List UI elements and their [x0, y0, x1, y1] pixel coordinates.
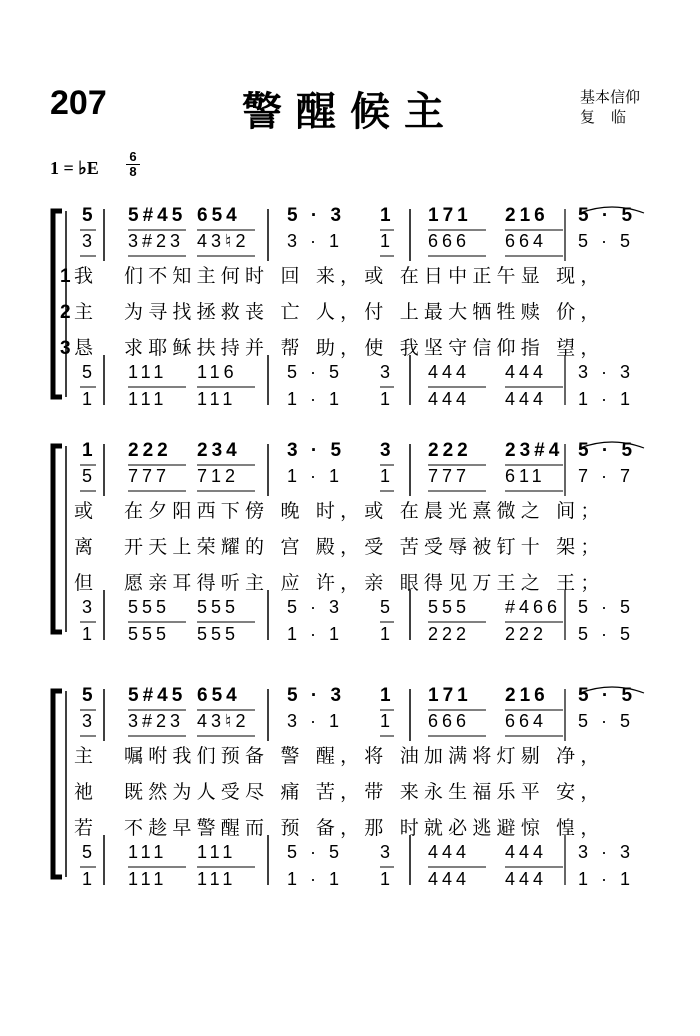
upper-inner-notes: 5 — [82, 466, 97, 486]
verse-number: 1 — [60, 266, 71, 287]
lyric-pickup: 我 — [74, 265, 99, 287]
upper-inner-notes: 3 — [82, 231, 97, 251]
lower-inner-notes: 1 · 1 — [578, 389, 635, 409]
lower-notes: 111 — [197, 842, 237, 862]
upper-inner-notes: 43♮2 — [197, 711, 250, 731]
lower-inner-notes: 1 · 1 — [578, 869, 635, 889]
meter-top: 6 — [129, 149, 137, 164]
lyric-line — [60, 261, 605, 288]
lyric-line — [60, 568, 605, 595]
lyric-text: 们不知主何时 回 来，或 在日中正午显 现， — [124, 265, 605, 287]
upper-notes: 5#45 — [128, 205, 187, 226]
upper-inner-notes: 5 · 5 — [578, 231, 635, 251]
lower-notes: 5 · 5 — [287, 842, 344, 862]
lower-inner-notes: 222 — [505, 624, 548, 644]
upper-inner-notes: 3 — [82, 711, 97, 731]
lyric-line — [60, 297, 605, 324]
time-signature — [126, 150, 140, 179]
upper-inner-notes: 777 — [128, 466, 171, 486]
upper-inner-notes: 7 · 7 — [578, 466, 635, 486]
lower-notes: 111 — [128, 362, 168, 382]
lower-inner-notes: 1 — [380, 624, 395, 644]
upper-inner-notes: 1 — [380, 711, 395, 731]
lower-notes: 5 · 5 — [287, 362, 344, 382]
upper-notes: 23#4 — [505, 440, 564, 461]
upper-inner-notes: 666 — [428, 711, 471, 731]
lyric-pickup: 离 — [74, 536, 99, 558]
lower-notes: 5 — [82, 842, 97, 862]
upper-notes: 654 — [197, 685, 241, 706]
lower-inner-notes: 111 — [128, 389, 168, 409]
upper-inner-notes: 664 — [505, 711, 548, 731]
meter-bottom: 8 — [126, 164, 140, 179]
lower-inner-notes: 1 — [82, 624, 97, 644]
lower-notes: 111 — [128, 842, 168, 862]
lower-notes: 444 — [505, 362, 548, 382]
system-3 — [0, 685, 700, 889]
lower-inner-notes: 444 — [505, 389, 548, 409]
lyric-pickup: 但 — [74, 572, 99, 594]
hymn-number: 207 — [50, 84, 107, 122]
upper-notes: 654 — [197, 205, 241, 226]
lower-inner-notes: 111 — [197, 869, 237, 889]
upper-notes: 5 · 3 — [287, 685, 346, 706]
lyric-text: 嘱咐我们预备 警 醒，将 油加满将灯剔 净， — [124, 745, 605, 767]
lyric-line — [60, 741, 605, 768]
upper-inner-notes: 1 — [380, 231, 395, 251]
lower-notes: 5 — [380, 597, 395, 617]
lyric-line — [60, 777, 605, 804]
lyric-line — [60, 813, 605, 840]
system-1 — [0, 205, 700, 409]
lower-notes: 3 — [380, 842, 395, 862]
lower-inner-notes: 1 · 1 — [287, 624, 344, 644]
upper-notes: 3 — [380, 440, 395, 461]
upper-inner-notes: 43♮2 — [197, 231, 250, 251]
lower-notes: 555 — [428, 597, 471, 617]
lower-notes: 555 — [197, 597, 240, 617]
lower-inner-notes: 111 — [128, 869, 168, 889]
lyric-pickup: 主 — [74, 301, 99, 323]
lower-notes: 3 — [380, 362, 395, 382]
upper-inner-notes: 3#23 — [128, 231, 185, 251]
upper-notes: 234 — [197, 440, 241, 461]
verse-number: 3 — [60, 338, 71, 359]
hymn-author: 复临 — [580, 108, 643, 126]
lyric-pickup: 恳 — [74, 337, 99, 359]
system-2 — [0, 440, 700, 644]
upper-notes: 5 · 5 — [578, 685, 637, 706]
lower-notes: #466 — [505, 597, 562, 617]
lower-inner-notes: 444 — [505, 869, 548, 889]
lower-notes: 3 · 3 — [578, 362, 635, 382]
upper-notes: 5 — [82, 205, 97, 226]
upper-inner-notes: 666 — [428, 231, 471, 251]
lyric-text: 愿亲耳得听主 应 许，亲 眼得见万王之 王； — [124, 572, 605, 594]
upper-notes: 171 — [428, 685, 472, 706]
lower-inner-notes: 1 — [380, 389, 395, 409]
lower-notes: 5 — [82, 362, 97, 382]
upper-notes: 3 · 5 — [287, 440, 346, 461]
upper-notes: 1 — [380, 685, 395, 706]
upper-notes: 222 — [428, 440, 472, 461]
upper-notes: 216 — [505, 205, 549, 226]
lyric-text: 求耶稣扶持并 帮 助，使 我坚守信仰指 望， — [124, 337, 605, 359]
lower-inner-notes: 1 · 1 — [287, 389, 344, 409]
upper-inner-notes: 712 — [197, 466, 240, 486]
lyric-pickup: 主 — [74, 745, 99, 767]
lower-inner-notes: 444 — [428, 389, 471, 409]
lower-notes: 116 — [197, 362, 238, 382]
lyric-text: 既然为人受尽 痛 苦，带 来永生福乐平 安， — [124, 781, 605, 803]
hymn-title: 警醒候主 — [242, 89, 458, 135]
upper-notes: 216 — [505, 685, 549, 706]
lower-notes: 444 — [505, 842, 548, 862]
lower-inner-notes: 444 — [428, 869, 471, 889]
lower-notes: 3 — [82, 597, 97, 617]
upper-inner-notes: 3 · 1 — [287, 711, 344, 731]
upper-notes: 5 — [82, 685, 97, 706]
lower-notes: 555 — [128, 597, 171, 617]
upper-notes: 5 · 3 — [287, 205, 346, 226]
upper-inner-notes: 611 — [505, 466, 546, 486]
verse-number: 2 — [60, 302, 71, 323]
upper-notes: 1 — [82, 440, 97, 461]
lyric-line — [60, 496, 605, 523]
lyric-text: 在夕阳西下傍 晚 时，或 在晨光熹微之 间； — [124, 500, 605, 522]
lower-inner-notes: 5 · 5 — [578, 624, 635, 644]
lyric-text: 不趁早警醒而 预 备，那 时就必逃避惊 惶， — [124, 817, 605, 839]
upper-notes: 171 — [428, 205, 472, 226]
lower-inner-notes: 555 — [128, 624, 171, 644]
lyric-text: 为寻找拯救丧 亡 人，付 上最大牺牲赎 价， — [124, 301, 605, 323]
lower-inner-notes: 222 — [428, 624, 471, 644]
upper-notes: 5 · 5 — [578, 205, 637, 226]
lyric-line — [60, 333, 605, 360]
upper-inner-notes: 3 · 1 — [287, 231, 344, 251]
lower-notes: 444 — [428, 842, 471, 862]
lower-notes: 5 · 5 — [578, 597, 635, 617]
upper-notes: 5 · 5 — [578, 440, 637, 461]
upper-inner-notes: 1 · 1 — [287, 466, 344, 486]
key-signature: 1 = ♭E — [50, 158, 99, 178]
lower-notes: 444 — [428, 362, 471, 382]
lower-inner-notes: 1 · 1 — [287, 869, 344, 889]
lower-notes: 5 · 3 — [287, 597, 344, 617]
upper-notes: 5#45 — [128, 685, 187, 706]
lyric-pickup: 祂 — [74, 781, 99, 803]
lyric-pickup: 若 — [74, 817, 99, 839]
upper-inner-notes: 664 — [505, 231, 548, 251]
upper-notes: 1 — [380, 205, 395, 226]
lower-inner-notes: 111 — [197, 389, 237, 409]
lower-inner-notes: 1 — [82, 389, 97, 409]
upper-inner-notes: 777 — [428, 466, 471, 486]
lower-notes: 3 · 3 — [578, 842, 635, 862]
upper-inner-notes: 5 · 5 — [578, 711, 635, 731]
lower-inner-notes: 1 — [82, 869, 97, 889]
upper-inner-notes: 1 — [380, 466, 395, 486]
lower-inner-notes: 1 — [380, 869, 395, 889]
hymn-category: 基本信仰 — [580, 88, 641, 106]
lyric-pickup: 或 — [74, 500, 99, 522]
upper-inner-notes: 3#23 — [128, 711, 185, 731]
lyric-text: 开天上荣耀的 宫 殿，受 苦受辱被钉十 架； — [124, 536, 605, 558]
upper-notes: 222 — [128, 440, 172, 461]
lower-inner-notes: 555 — [197, 624, 240, 644]
lyric-line — [60, 532, 605, 559]
